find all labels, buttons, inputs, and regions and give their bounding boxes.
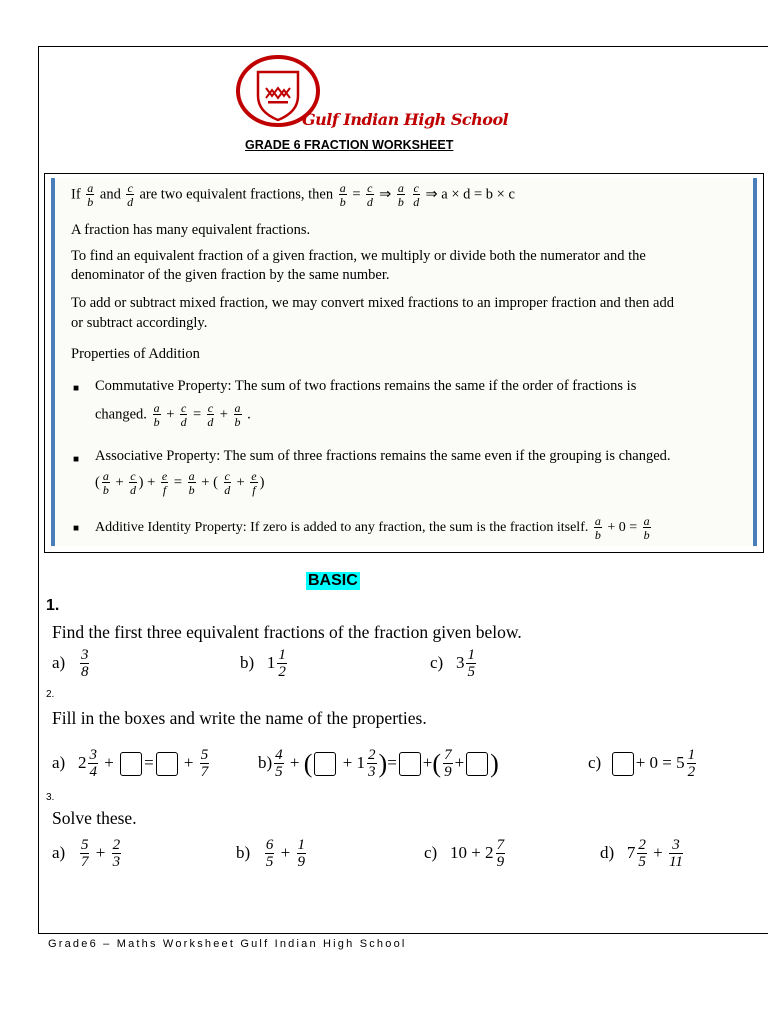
commutative-line-a: Commutative Property: The sum of two fractions remains the same if the order of fractions is [95, 378, 637, 394]
answer-box[interactable] [399, 752, 421, 776]
theory-line-3a: To find an equivalent fraction of a given fraction, we multiply or divide both the numerator and the [71, 248, 646, 264]
fraction-a-b: $\frac{a}{b}$ [339, 181, 346, 209]
answer-box[interactable] [314, 752, 336, 776]
answer-box[interactable] [466, 752, 488, 776]
fraction-a-b: $\frac{a}{b}$ [643, 514, 650, 542]
q1-a-fraction: $\frac{3}{8}$ [80, 647, 89, 680]
q3-item-b: b) $\frac{6}{5}$ + $\frac{1}{9}$ [236, 837, 306, 870]
fraction-c-d: $\frac{c}{d}$ [129, 469, 136, 497]
fraction-c-d: $\frac{c}{d}$ [180, 401, 187, 429]
q2-a-label: a) [52, 752, 66, 772]
line1-prefix: If [71, 186, 81, 203]
line1-and: and [99, 186, 121, 203]
identity-line: Additive Identity Property: If zero is added to any fraction, the sum is the fraction itself. $\frac{a}{b}$ + 0 = $\frac{a}{b}$ [95, 514, 650, 542]
fraction-e-f: $\frac{e}{f}$ [161, 469, 168, 497]
fraction-a-b: $\frac{a}{b}$ [594, 514, 601, 542]
bullet-icon: ■ [73, 383, 80, 394]
question-1-text: Find the first three equivalent fractions of the fraction given below. [52, 622, 522, 642]
associative-line: Associative Property: The sum of three fractions remains the same even if the grouping is changed. [95, 448, 671, 464]
fraction-a-b: $\frac{a}{b}$ [153, 401, 160, 429]
worksheet-title: GRADE 6 FRACTION WORKSHEET [245, 138, 454, 152]
q3-a-label: a) [52, 842, 66, 862]
answer-box[interactable] [156, 752, 178, 776]
properties-heading: Properties of Addition [71, 346, 200, 362]
question-2-text: Fill in the boxes and write the name of the properties. [52, 708, 427, 728]
q1-item-a [52, 648, 91, 680]
q1-item-c [430, 648, 478, 680]
school-name: Gulf Indian High School [302, 110, 509, 129]
answer-box[interactable] [120, 752, 142, 776]
theory-line-4b: or subtract accordingly. [71, 315, 208, 331]
associative-formula: ( $\frac{a}{b}$ + $\frac{c}{d}$ ) + $\frac{e}{f}$ = $\frac{a}{b}$ + ( $\frac{c}{d}$ + $\frac{e}{f}$ ) [95, 469, 265, 497]
theory-panel [51, 178, 757, 546]
section-basic-label: BASIC [308, 572, 358, 589]
commutative-line-b: changed. $\frac{a}{b}$ + $\frac{c}{d}$ = $\frac{c}{d}$ + $\frac{a}{b}$ . [95, 401, 251, 429]
q1-a-label: a) [52, 652, 66, 672]
q1-b-whole: 1 [266, 652, 276, 672]
page-footer: Grade6 – Maths Worksheet Gulf Indian High School [48, 938, 407, 950]
question-3-text: Solve these. [52, 808, 137, 828]
q2-item-a: a) 2 $\frac{3}{4}$ + = + $\frac{5}{7}$ [52, 747, 209, 780]
q3-c-label: c) [424, 842, 438, 862]
q3-item-a: a) $\frac{5}{7}$ + $\frac{2}{3}$ [52, 837, 121, 870]
line1-result: ⇒ a × d = b × c [425, 186, 515, 203]
bullet-icon: ■ [73, 523, 80, 534]
q1-c-fraction: $\frac{1}{5}$ [467, 647, 475, 680]
q1-c-label: c) [430, 652, 444, 672]
q1-c-whole: 3 [455, 652, 465, 672]
theory-box [44, 173, 764, 553]
fraction-a-b: $\frac{a}{b}$ [234, 401, 241, 429]
q3-d-label: d) [600, 842, 615, 862]
fraction-c-d: $\frac{c}{d}$ [207, 401, 214, 429]
q2-b-label: b) [258, 752, 273, 772]
fraction-e-f: $\frac{e}{f}$ [251, 469, 257, 497]
theory-line-3b: denominator of the given fraction by the same number. [71, 267, 390, 283]
theory-line-4a: To add or subtract mixed fraction, we may convert mixed fractions to an improper fraction and then add [71, 295, 674, 311]
theory-line-2: A fraction has many equivalent fractions. [71, 222, 311, 238]
q3-item-d: d) 7 $\frac{2}{5}$ + $\frac{3}{11}$ [600, 837, 683, 870]
fraction-c-d: $\frac{c}{d}$ [413, 181, 420, 209]
q1-b-label: b) [240, 652, 255, 672]
fraction-a-b: $\frac{a}{b}$ [188, 469, 195, 497]
identity-text: Additive Identity Property: If zero is added to any fraction, the sum is the fraction itself. [95, 520, 589, 536]
answer-box[interactable] [612, 752, 634, 776]
line1-mid: are two equivalent fractions, then [139, 186, 334, 203]
question-1-number: 1. [46, 597, 60, 614]
fraction-a-b: $\frac{a}{b}$ [397, 181, 404, 209]
q2-item-c: c) + 0 = 5 $\frac{1}{2}$ [588, 747, 696, 780]
question-2-number: 2. [46, 689, 55, 700]
fraction-c-d: $\frac{c}{d}$ [224, 469, 231, 497]
fraction-c-d: $\frac{c}{d}$ [127, 181, 134, 209]
q1-b-fraction: $\frac{1}{2}$ [278, 647, 286, 680]
question-3-number: 3. [46, 792, 55, 803]
fraction-a-b: $\frac{a}{b}$ [102, 469, 109, 497]
q2-item-b: b) $\frac{4}{5}$ + ( + 1 $\frac{2}{3}$ )= +( $\frac{7}{9}$ + ) [258, 747, 499, 780]
q3-item-c: c) 10 + 2 $\frac{7}{9}$ [424, 837, 505, 870]
q1-item-b [240, 648, 289, 680]
q2-c-label: c) [588, 752, 602, 772]
fraction-a-b: $\frac{a}{b}$ [87, 181, 94, 209]
q3-b-label: b) [236, 842, 251, 862]
equivalent-rule-line: If $\frac{a}{b}$ and $\frac{c}{d}$ are two equivalent fractions, then $\frac{a}{b}$ = $\frac{c}{d}$ ⇒ $\frac{a}{b}$ $\frac{c}{d}$ ⇒ a × d = b × c [71, 181, 515, 209]
fraction-c-d: $\frac{c}{d}$ [366, 181, 373, 209]
bullet-icon: ■ [73, 454, 80, 465]
commutative-changed: changed. [95, 406, 147, 423]
